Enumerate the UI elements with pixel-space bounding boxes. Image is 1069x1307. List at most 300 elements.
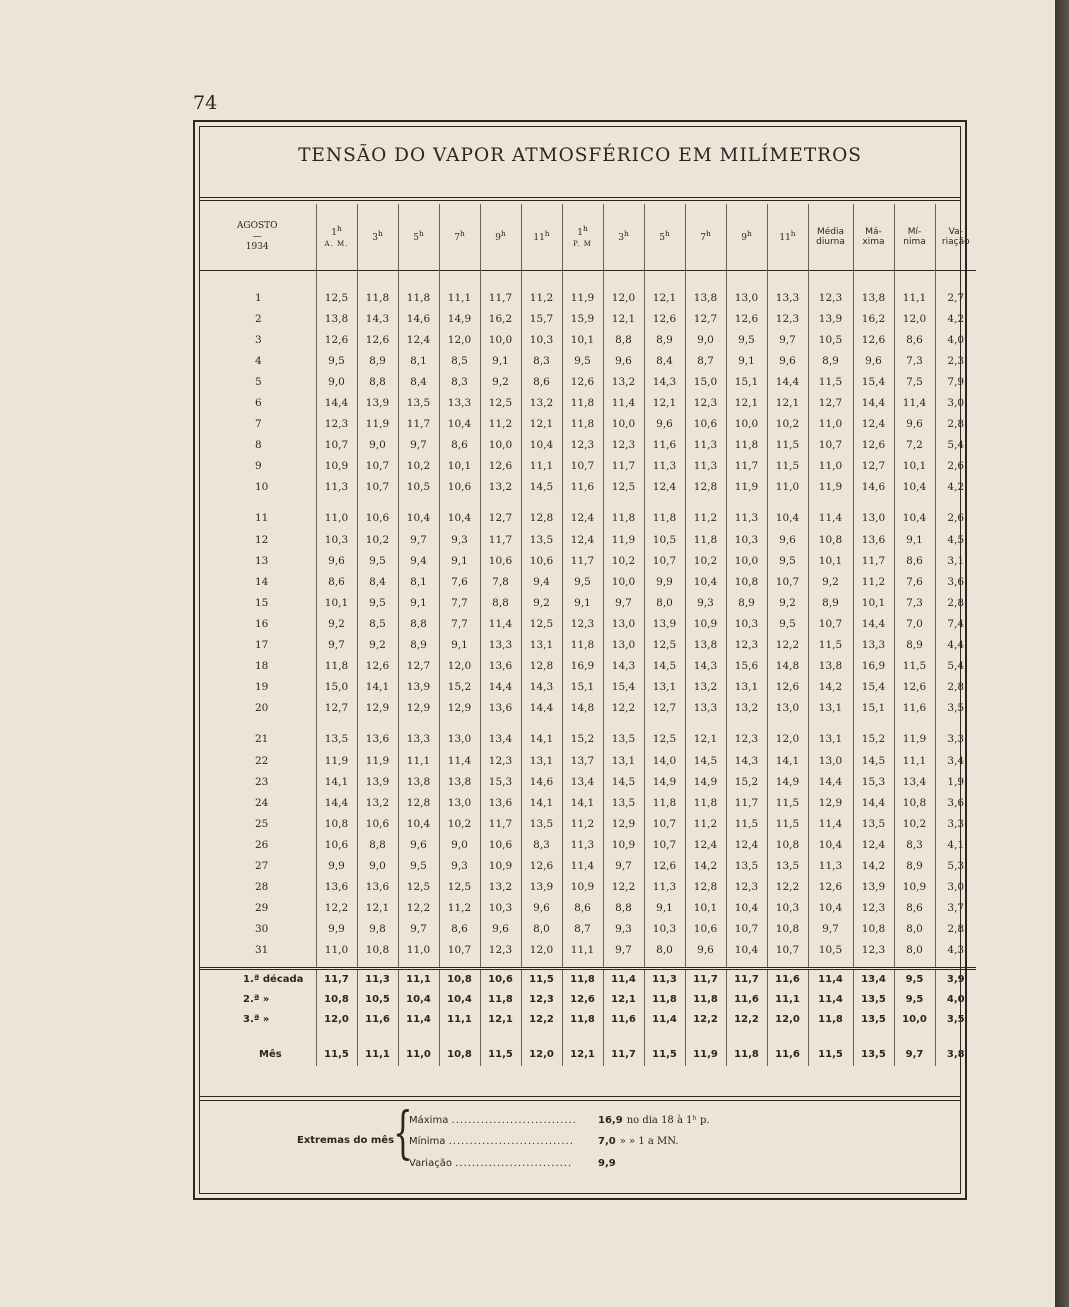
value-cell: 12,0 bbox=[439, 656, 480, 677]
value-cell: 9,6 bbox=[853, 350, 894, 371]
value-cell: 11,5 bbox=[767, 792, 808, 813]
row-label: 15 bbox=[255, 596, 269, 609]
value-cell: 10,5 bbox=[808, 329, 853, 350]
header-month: AGOSTO bbox=[236, 221, 278, 232]
value-cell: 11,8 bbox=[562, 635, 603, 656]
hour-suffix: h bbox=[459, 229, 465, 239]
hour-period: A. M. bbox=[324, 239, 349, 248]
value-cell: 8,8 bbox=[603, 329, 644, 350]
value-cell: 10,9 bbox=[603, 834, 644, 855]
value-cell: 11,8 bbox=[685, 990, 726, 1010]
value-cell: 12,5 bbox=[603, 477, 644, 498]
value-cell: 11,1 bbox=[562, 940, 603, 961]
extreme-var-value-wrap bbox=[598, 1158, 616, 1169]
spacer-cell bbox=[521, 498, 562, 508]
value-cell: 12,6 bbox=[562, 371, 603, 392]
value-cell: 9,7 bbox=[808, 919, 853, 940]
spacer-cell bbox=[767, 719, 808, 729]
spacer-cell bbox=[894, 961, 935, 969]
row-label: 2.ª » bbox=[243, 994, 270, 1006]
spacer-cell bbox=[357, 271, 398, 288]
value-cell: 15,1 bbox=[726, 371, 767, 392]
spacer-cell bbox=[439, 719, 480, 729]
day-row bbox=[199, 308, 976, 329]
day-row bbox=[199, 834, 976, 855]
value-cell: 14,3 bbox=[726, 750, 767, 771]
value-cell: 5,4 bbox=[935, 435, 976, 456]
value-cell: 11,6 bbox=[767, 968, 808, 990]
spacer-cell bbox=[935, 498, 976, 508]
spacer-cell bbox=[562, 271, 603, 288]
value-cell: 8,7 bbox=[562, 919, 603, 940]
hour-number: 7 bbox=[700, 233, 706, 244]
value-cell: 12,7 bbox=[398, 656, 439, 677]
value-cell: 13,9 bbox=[357, 392, 398, 413]
value-cell: 12,2 bbox=[398, 898, 439, 919]
value-cell: 7,9 bbox=[935, 371, 976, 392]
value-cell: 13,4 bbox=[894, 771, 935, 792]
value-cell: 10,3 bbox=[644, 919, 685, 940]
value-cell: 11,4 bbox=[398, 1010, 439, 1030]
value-cell: 12,3 bbox=[480, 750, 521, 771]
value-cell: 8,3 bbox=[439, 371, 480, 392]
value-cell: 10,6 bbox=[357, 813, 398, 834]
value-cell: 8,9 bbox=[644, 329, 685, 350]
day-row bbox=[199, 371, 976, 392]
value-cell: 12,5 bbox=[480, 392, 521, 413]
value-cell: 11,9 bbox=[685, 1044, 726, 1066]
hour-suffix: h bbox=[790, 229, 796, 239]
value-cell: 9,4 bbox=[398, 550, 439, 571]
row-label: 18 bbox=[255, 660, 269, 673]
value-cell: 12,1 bbox=[685, 729, 726, 750]
value-cell: 11,3 bbox=[357, 968, 398, 990]
value-cell: 14,4 bbox=[521, 698, 562, 719]
value-cell: 10,7 bbox=[767, 940, 808, 961]
extreme-min-note: » » 1 a MN. bbox=[619, 1136, 679, 1147]
value-cell: 13,1 bbox=[603, 750, 644, 771]
row-label: 2 bbox=[255, 312, 262, 325]
value-cell: 13,5 bbox=[521, 529, 562, 550]
value-cell: 12,5 bbox=[521, 613, 562, 634]
value-cell: 14,2 bbox=[685, 855, 726, 876]
day-row bbox=[199, 571, 976, 592]
value-cell: 9,2 bbox=[808, 571, 853, 592]
value-cell: 11,4 bbox=[894, 392, 935, 413]
value-cell: 12,1 bbox=[726, 392, 767, 413]
value-cell: 10,4 bbox=[685, 571, 726, 592]
value-cell: 2,3 bbox=[935, 350, 976, 371]
spacer-cell bbox=[398, 1030, 439, 1044]
row-label: 28 bbox=[255, 881, 269, 894]
value-cell: 13,8 bbox=[439, 771, 480, 792]
value-cell: 12,7 bbox=[808, 392, 853, 413]
row-label: 29 bbox=[255, 902, 269, 915]
day-row bbox=[199, 329, 976, 350]
spacer-cell bbox=[562, 961, 603, 969]
spacer-cell bbox=[480, 961, 521, 969]
spacer-cell bbox=[521, 961, 562, 969]
value-cell: 10,7 bbox=[644, 813, 685, 834]
value-cell: 3,1 bbox=[935, 550, 976, 571]
value-cell: 11,4 bbox=[808, 813, 853, 834]
spacer-cell bbox=[480, 719, 521, 729]
spacer-cell bbox=[767, 271, 808, 288]
value-cell: 12,1 bbox=[603, 990, 644, 1010]
value-cell: 13,9 bbox=[357, 771, 398, 792]
spacer-cell bbox=[644, 1030, 685, 1044]
title-divider bbox=[199, 197, 961, 201]
value-cell: 12,0 bbox=[521, 940, 562, 961]
value-cell: 13,5 bbox=[853, 990, 894, 1010]
value-cell: 8,8 bbox=[357, 834, 398, 855]
value-cell: 10,0 bbox=[603, 414, 644, 435]
value-cell: 13,6 bbox=[480, 698, 521, 719]
value-cell: 13,4 bbox=[853, 968, 894, 990]
value-cell: 10,9 bbox=[316, 456, 357, 477]
value-cell: 9,1 bbox=[398, 592, 439, 613]
value-cell: 2,8 bbox=[935, 592, 976, 613]
header-stat-line1: Má- bbox=[865, 226, 882, 237]
value-cell: 12,6 bbox=[644, 855, 685, 876]
value-cell: 9,2 bbox=[480, 371, 521, 392]
value-cell: 2,6 bbox=[935, 456, 976, 477]
value-cell: 11,7 bbox=[480, 813, 521, 834]
value-cell: 11,1 bbox=[357, 1044, 398, 1066]
day-row bbox=[199, 550, 976, 571]
header-hour bbox=[357, 204, 398, 271]
extremes-divider-a bbox=[199, 1096, 961, 1097]
value-cell: 9,7 bbox=[894, 1044, 935, 1066]
value-cell: 11,7 bbox=[398, 414, 439, 435]
vapor-pressure-table bbox=[199, 204, 976, 1066]
value-cell: 14,1 bbox=[521, 729, 562, 750]
row-label: 30 bbox=[255, 923, 269, 936]
spacer-cell bbox=[685, 1030, 726, 1044]
value-cell: 12,8 bbox=[398, 792, 439, 813]
value-cell: 13,9 bbox=[398, 677, 439, 698]
spacer-cell bbox=[685, 719, 726, 729]
day-row bbox=[199, 877, 976, 898]
value-cell: 13,3 bbox=[685, 698, 726, 719]
value-cell: 11,9 bbox=[603, 529, 644, 550]
extreme-max-name: Máxima bbox=[409, 1115, 449, 1126]
value-cell: 10,8 bbox=[767, 834, 808, 855]
value-cell: 13,1 bbox=[808, 729, 853, 750]
value-cell: 14,5 bbox=[853, 750, 894, 771]
extremes-label: Extremas do mês bbox=[297, 1135, 395, 1146]
value-cell: 13,5 bbox=[726, 855, 767, 876]
value-cell: 11,3 bbox=[644, 456, 685, 477]
value-cell: 10,6 bbox=[357, 508, 398, 529]
value-cell: 14,2 bbox=[808, 677, 853, 698]
header-stat bbox=[808, 204, 853, 271]
spacer-cell bbox=[199, 498, 316, 508]
value-cell: 9,3 bbox=[439, 855, 480, 876]
value-cell: 11,8 bbox=[603, 508, 644, 529]
value-cell: 13,3 bbox=[767, 287, 808, 308]
spacer-cell bbox=[398, 719, 439, 729]
value-cell: 9,6 bbox=[603, 350, 644, 371]
value-cell: 13,5 bbox=[603, 792, 644, 813]
value-cell: 11,8 bbox=[685, 529, 726, 550]
value-cell: 12,9 bbox=[357, 698, 398, 719]
value-cell: 9,0 bbox=[439, 834, 480, 855]
value-cell: 11,0 bbox=[767, 477, 808, 498]
value-cell: 11,1 bbox=[398, 750, 439, 771]
value-cell: 13,5 bbox=[521, 813, 562, 834]
hour-number: 1 bbox=[577, 228, 583, 239]
value-cell: 11,2 bbox=[853, 571, 894, 592]
value-cell: 9,5 bbox=[357, 592, 398, 613]
value-cell: 13,1 bbox=[726, 677, 767, 698]
value-cell: 9,7 bbox=[398, 435, 439, 456]
value-cell: 7,2 bbox=[894, 435, 935, 456]
value-cell: 9,0 bbox=[685, 329, 726, 350]
day-row bbox=[199, 456, 976, 477]
value-cell: 15,0 bbox=[316, 677, 357, 698]
value-cell: 9,5 bbox=[316, 350, 357, 371]
day-row bbox=[199, 613, 976, 634]
value-cell: 3,5 bbox=[935, 1010, 976, 1030]
value-cell: 9,5 bbox=[894, 990, 935, 1010]
row-label: 6 bbox=[255, 397, 262, 410]
value-cell: 14,0 bbox=[644, 750, 685, 771]
value-cell: 13,8 bbox=[853, 287, 894, 308]
value-cell: 9,1 bbox=[480, 350, 521, 371]
value-cell: 10,5 bbox=[644, 529, 685, 550]
value-cell: 12,4 bbox=[562, 508, 603, 529]
value-cell: 9,6 bbox=[644, 414, 685, 435]
value-cell: 10,8 bbox=[726, 571, 767, 592]
value-cell: 3,8 bbox=[935, 1044, 976, 1066]
value-cell: 12,6 bbox=[521, 855, 562, 876]
value-cell: 12,1 bbox=[562, 1044, 603, 1066]
spacer-cell bbox=[853, 498, 894, 508]
value-cell: 2,8 bbox=[935, 414, 976, 435]
value-cell: 5,3 bbox=[935, 855, 976, 876]
day-row bbox=[199, 729, 976, 750]
value-cell: 11,7 bbox=[316, 968, 357, 990]
value-cell: 11,3 bbox=[644, 877, 685, 898]
value-cell: 12,2 bbox=[603, 698, 644, 719]
value-cell: 12,3 bbox=[853, 940, 894, 961]
value-cell: 10,7 bbox=[562, 456, 603, 477]
value-cell: 11,3 bbox=[644, 968, 685, 990]
value-cell: 12,9 bbox=[808, 792, 853, 813]
value-cell: 10,3 bbox=[480, 898, 521, 919]
value-cell: 10,8 bbox=[767, 919, 808, 940]
value-cell: 10,6 bbox=[316, 834, 357, 855]
spacer-cell bbox=[767, 498, 808, 508]
value-cell: 11,8 bbox=[562, 414, 603, 435]
value-cell: 8,0 bbox=[894, 940, 935, 961]
extreme-min-name: Mínima bbox=[409, 1136, 446, 1147]
value-cell: 11,8 bbox=[644, 792, 685, 813]
hour-number: 9 bbox=[741, 233, 747, 244]
value-cell: 11,8 bbox=[808, 1010, 853, 1030]
value-cell: 12,2 bbox=[767, 635, 808, 656]
value-cell: 8,6 bbox=[562, 898, 603, 919]
day-row bbox=[199, 792, 976, 813]
leader-dots: .............................. bbox=[448, 1136, 574, 1147]
value-cell: 14,4 bbox=[808, 771, 853, 792]
value-cell: 10,8 bbox=[316, 813, 357, 834]
value-cell: 10,6 bbox=[480, 968, 521, 990]
row-label: 17 bbox=[255, 639, 269, 652]
header-hour bbox=[398, 204, 439, 271]
hour-suffix: h bbox=[418, 229, 424, 239]
value-cell: 12,5 bbox=[316, 287, 357, 308]
hour-number: 5 bbox=[413, 233, 419, 244]
value-cell: 10,3 bbox=[726, 529, 767, 550]
value-cell: 13,3 bbox=[439, 392, 480, 413]
value-cell: 12,3 bbox=[603, 435, 644, 456]
value-cell: 13,4 bbox=[562, 771, 603, 792]
value-cell: 15,0 bbox=[685, 371, 726, 392]
value-cell: 11,4 bbox=[562, 855, 603, 876]
value-cell: 13,4 bbox=[480, 729, 521, 750]
value-cell: 8,3 bbox=[521, 350, 562, 371]
row-label: 7 bbox=[255, 418, 262, 431]
value-cell: 12,3 bbox=[521, 990, 562, 1010]
row-label: 23 bbox=[255, 775, 269, 788]
hour-number: 3 bbox=[618, 233, 624, 244]
value-cell: 12,4 bbox=[853, 834, 894, 855]
value-cell: 10,6 bbox=[521, 550, 562, 571]
value-cell: 12,6 bbox=[894, 677, 935, 698]
header-stat bbox=[935, 204, 976, 271]
value-cell: 10,9 bbox=[685, 613, 726, 634]
value-cell: 7,5 bbox=[894, 371, 935, 392]
value-cell: 14,4 bbox=[853, 792, 894, 813]
hour-suffix: h bbox=[544, 229, 550, 239]
value-cell: 11,6 bbox=[767, 1044, 808, 1066]
value-cell: 13,7 bbox=[562, 750, 603, 771]
table-body bbox=[199, 271, 976, 1066]
value-cell: 15,2 bbox=[853, 729, 894, 750]
value-cell: 10,5 bbox=[398, 477, 439, 498]
value-cell: 10,6 bbox=[480, 550, 521, 571]
header-stat-line1: Mí- bbox=[907, 226, 922, 237]
value-cell: 10,8 bbox=[316, 990, 357, 1010]
value-cell: 9,1 bbox=[644, 898, 685, 919]
row-label: Mês bbox=[259, 1049, 282, 1061]
value-cell: 8,7 bbox=[685, 350, 726, 371]
value-cell: 9,3 bbox=[439, 529, 480, 550]
hour-number: 11 bbox=[779, 233, 791, 244]
day-row bbox=[199, 477, 976, 498]
value-cell: 12,1 bbox=[603, 308, 644, 329]
value-cell: 10,7 bbox=[316, 435, 357, 456]
value-cell: 10,4 bbox=[439, 990, 480, 1010]
row-label: 8 bbox=[255, 439, 262, 452]
row-label: 5 bbox=[255, 375, 262, 388]
value-cell: 13,8 bbox=[808, 656, 853, 677]
value-cell: 8,8 bbox=[398, 613, 439, 634]
value-cell: 10,2 bbox=[398, 456, 439, 477]
value-cell: 7,7 bbox=[439, 613, 480, 634]
value-cell: 14,8 bbox=[767, 656, 808, 677]
value-cell: 8,6 bbox=[316, 571, 357, 592]
spacer-cell bbox=[726, 498, 767, 508]
value-cell: 16,9 bbox=[853, 656, 894, 677]
value-cell: 8,6 bbox=[894, 329, 935, 350]
value-cell: 13,6 bbox=[357, 729, 398, 750]
value-cell: 14,4 bbox=[767, 371, 808, 392]
value-cell: 10,9 bbox=[562, 877, 603, 898]
value-cell: 10,2 bbox=[685, 550, 726, 571]
row-label: 27 bbox=[255, 859, 269, 872]
value-cell: 3,7 bbox=[935, 898, 976, 919]
value-cell: 12,4 bbox=[685, 834, 726, 855]
spacer-cell bbox=[316, 271, 357, 288]
value-cell: 10,4 bbox=[398, 990, 439, 1010]
row-label: 9 bbox=[255, 460, 262, 473]
value-cell: 11,8 bbox=[357, 287, 398, 308]
value-cell: 12,3 bbox=[726, 729, 767, 750]
value-cell: 15,2 bbox=[439, 677, 480, 698]
value-cell: 13,6 bbox=[357, 877, 398, 898]
value-cell: 11,7 bbox=[603, 1044, 644, 1066]
value-cell: 10,0 bbox=[726, 550, 767, 571]
spacer-cell bbox=[808, 271, 853, 288]
value-cell: 11,8 bbox=[562, 968, 603, 990]
value-cell: 11,1 bbox=[894, 287, 935, 308]
value-cell: 12,6 bbox=[808, 877, 853, 898]
value-cell: 8,9 bbox=[894, 635, 935, 656]
value-cell: 7,8 bbox=[480, 571, 521, 592]
spacer-cell bbox=[767, 1030, 808, 1044]
brace-icon: { bbox=[393, 1101, 413, 1166]
value-cell: 14,9 bbox=[767, 771, 808, 792]
value-cell: 9,5 bbox=[726, 329, 767, 350]
value-cell: 13,1 bbox=[644, 677, 685, 698]
value-cell: 9,3 bbox=[685, 592, 726, 613]
value-cell: 9,0 bbox=[316, 371, 357, 392]
row-label: 1.ª década bbox=[199, 968, 316, 990]
spacer-cell bbox=[935, 1030, 976, 1044]
value-cell: 9,7 bbox=[603, 592, 644, 613]
value-cell: 12,0 bbox=[439, 329, 480, 350]
value-cell: 7,3 bbox=[894, 350, 935, 371]
value-cell: 12,2 bbox=[767, 877, 808, 898]
value-cell: 10,1 bbox=[316, 592, 357, 613]
header-hour bbox=[644, 204, 685, 271]
row-label: 3.ª » bbox=[243, 1014, 270, 1026]
spacer-cell bbox=[562, 498, 603, 508]
month-row bbox=[199, 1044, 976, 1066]
value-cell: 10,2 bbox=[439, 813, 480, 834]
value-cell: 15,7 bbox=[521, 308, 562, 329]
hour-number: 3 bbox=[372, 233, 378, 244]
extreme-max-row bbox=[409, 1115, 577, 1126]
value-cell: 12,1 bbox=[767, 392, 808, 413]
value-cell: 10,3 bbox=[767, 898, 808, 919]
value-cell: 3,5 bbox=[935, 698, 976, 719]
value-cell: 12,4 bbox=[726, 834, 767, 855]
value-cell: 9,9 bbox=[316, 855, 357, 876]
value-cell: 12,6 bbox=[562, 990, 603, 1010]
spacer-cell bbox=[808, 719, 853, 729]
row-label: 4 bbox=[255, 354, 262, 367]
value-cell: 10,7 bbox=[439, 940, 480, 961]
hour-suffix: h bbox=[705, 229, 711, 239]
value-cell: 9,7 bbox=[603, 940, 644, 961]
value-cell: 10,5 bbox=[808, 940, 853, 961]
value-cell: 9,7 bbox=[398, 919, 439, 940]
spacer-cell bbox=[357, 961, 398, 969]
